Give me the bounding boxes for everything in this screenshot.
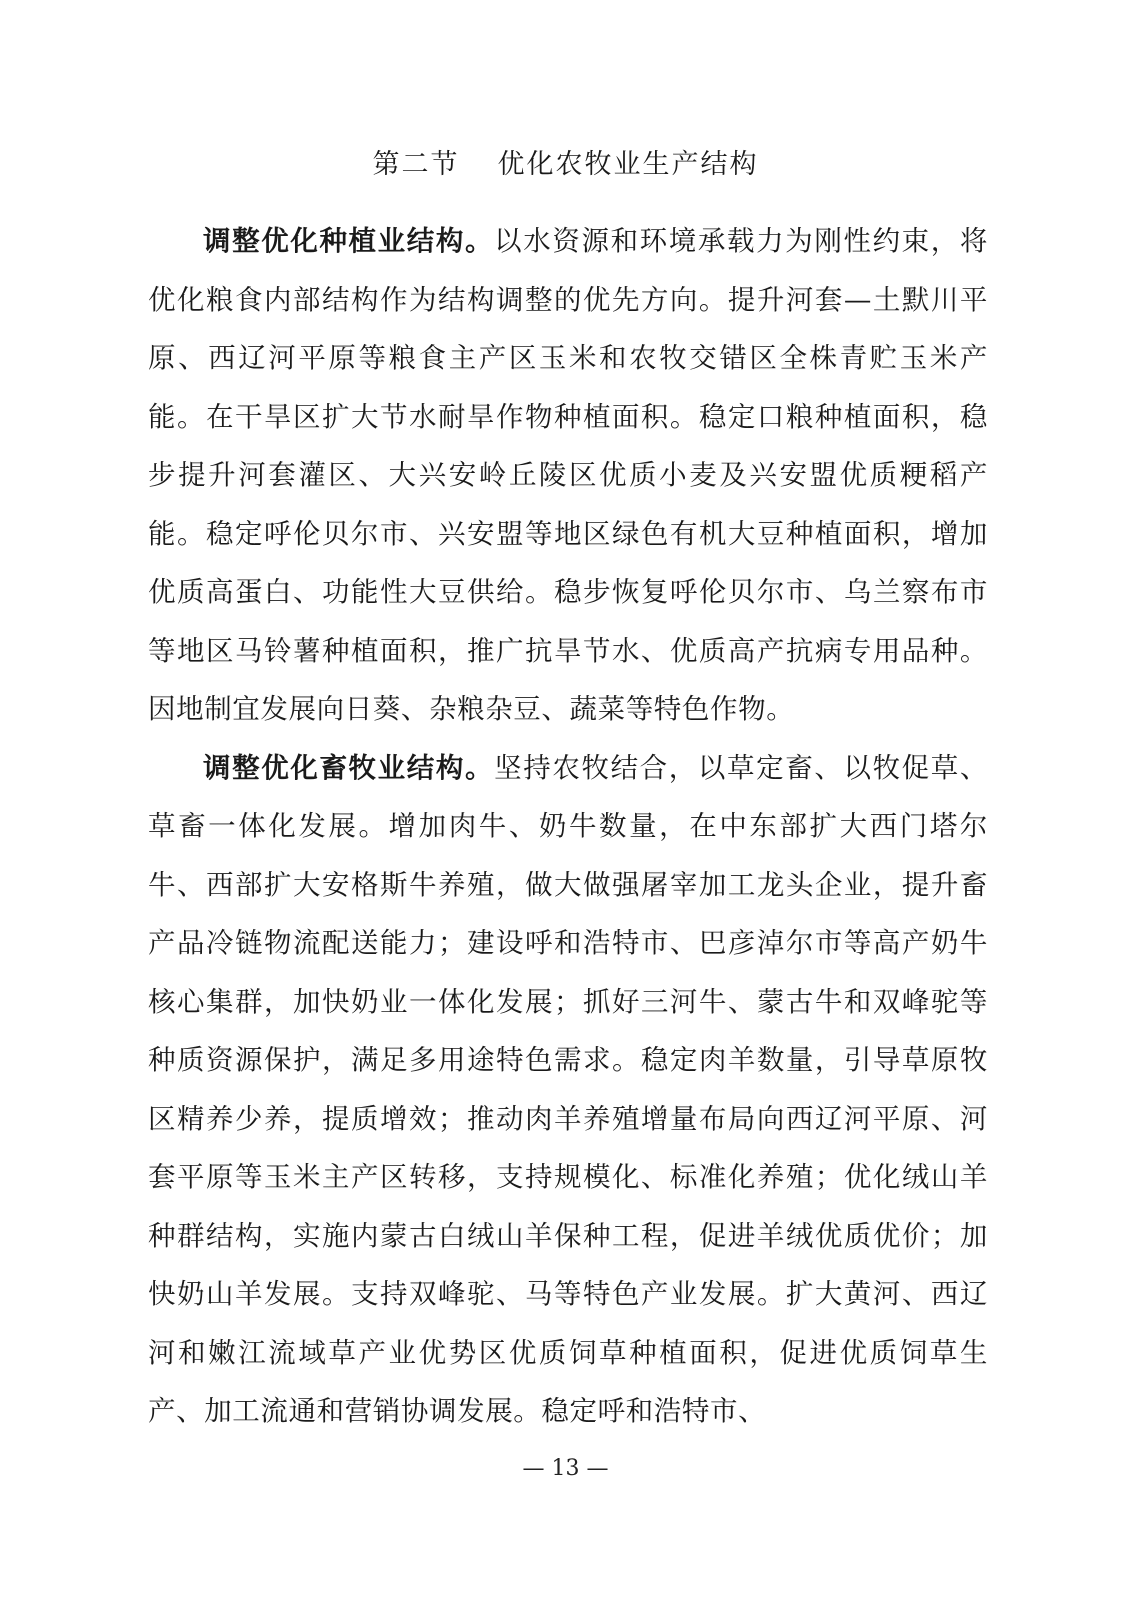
body-text [148, 212, 988, 1441]
paragraph-livestock [148, 739, 988, 1441]
paragraph-text: 坚持农牧结合，以草定畜、以牧促草、草畜一体化发展。增加肉牛、奶牛数量，在中东部扩大西门塔尔牛、西部扩大安格斯牛养殖，做大做强屠宰加工龙头企业，提升畜产品冷链物流配送能力；建设呼和浩特市、巴彦淖尔市等高产奶牛核心集群，加快奶业一体化发展；抓好三河牛、蒙古牛和双峰驼等种质资源保护，满足多用途特色需求。稳定肉羊数量，引导草原牧区精养少养，提质增效；推动肉羊养殖增量布局向西辽河平原、河套平原等玉米主产区转移，支持规模化、标准化养殖；优化绒山羊种群结构，实施内蒙古白绒山羊保种工程，促进羊绒优质优价；加快奶山羊发展。支持双峰驼、马等特色产业发展。扩大黄河、西辽河和嫩江流域草产业优势区优质饲草种植面积，促进优质饲草生产、加工流通和营销协调发展。稳定呼和浩特市、 [148, 751, 989, 1427]
section-number: 第二节 [372, 149, 460, 180]
paragraph-lead: 调整优化种植业结构。 [203, 225, 495, 257]
paragraph-text: 以水资源和环境承载力为刚性约束，将优化粮食内部结构作为结构调整的优先方向。提升河套—土默川平原、西辽河平原等粮食主产区玉米和农牧交错区全株青贮玉米产能。在干旱区扩大节水耐旱作物种植面积。稳定口粮种植面积，稳步提升河套灌区、大兴安岭丘陵区优质小麦及兴安盟优质粳稻产能。稳定呼伦贝尔市、兴安盟等地区绿色有机大豆种植面积，增加优质高蛋白、功能性大豆供给。稳步恢复呼伦贝尔市、乌兰察布市等地区马铃薯种植面积，推广抗旱节水、优质高产抗病专用品种。因地制宜发展向日葵、杂粮杂豆、蔬菜等特色作物。 [148, 225, 989, 725]
paragraph-planting [148, 212, 988, 739]
section-title-text: 优化农牧业生产结构 [497, 149, 759, 180]
section-heading [0, 142, 1131, 181]
page-number: — 13 — [522, 1456, 609, 1481]
paragraph-lead: 调整优化畜牧业结构。 [203, 751, 495, 784]
